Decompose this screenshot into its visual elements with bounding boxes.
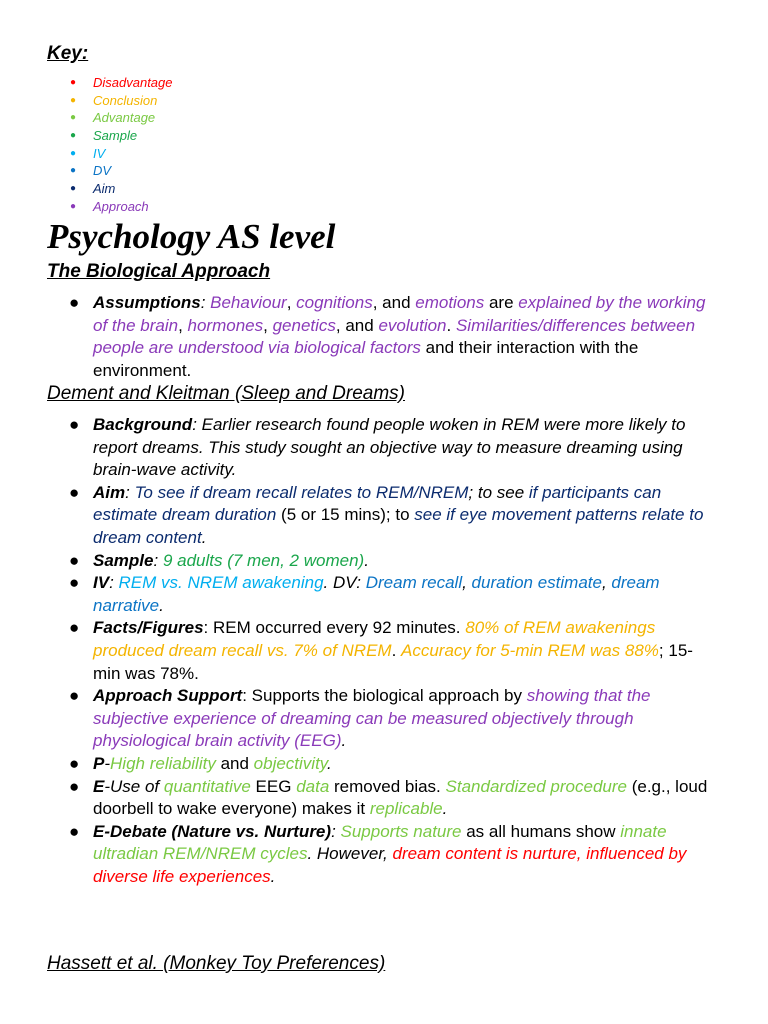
dement-kleitman-list xyxy=(47,414,717,888)
key-item-iv: ● IV xyxy=(70,145,106,161)
bullet-icon: ● xyxy=(69,415,80,434)
section-heading-hassett: Hassett et al. (Monkey Toy Preferences) xyxy=(47,953,386,974)
section-heading-dement-kleitman: Dement and Kleitman (Sleep and Dreams) xyxy=(47,383,406,404)
bullet-icon: ● xyxy=(69,821,80,841)
approach-support-item: ● Approach Support: Supports the biological approach by showing that the subjective experience of dreaming can be measured objectively through physiological brain activity (EEG). xyxy=(69,686,651,751)
bullet-icon: ● xyxy=(69,550,80,570)
key-list xyxy=(47,74,173,216)
bullet-icon: ● xyxy=(70,130,77,142)
key-item-aim: ● Aim xyxy=(70,181,116,197)
bullet-icon: ● xyxy=(70,183,77,195)
bullet-icon: ● xyxy=(69,293,80,312)
key-item-approach: ● Approach xyxy=(70,198,149,214)
bullet-icon: ● xyxy=(69,573,80,593)
background-item: ● Background: Earlier research found people woken in REM were more likely to report dreams. This study sought an objective way to measure dreaming using brain-wave activity. xyxy=(69,415,686,480)
bullet-icon: ● xyxy=(69,753,80,773)
e-item: ● E-Use of quantitative EEG data removed bias. Standardized procedure (e.g., loud doorbell to wake everyone) makes it replicable. xyxy=(69,776,708,819)
key-item-sample: ● Sample xyxy=(70,128,138,144)
section-heading-biological-approach: The Biological Approach xyxy=(47,261,271,282)
key-item-advantage: ● Advantage xyxy=(70,110,156,126)
bullet-icon: ● xyxy=(70,94,77,106)
bullet-icon: ● xyxy=(69,686,80,706)
p-item: ● P-High reliability and objectivity. xyxy=(47,753,717,776)
iv-item: ● IV: REM vs. NREM awakening. DV: Dream recall, duration estimate, dream narrative. xyxy=(69,573,660,615)
bullet-icon: ● xyxy=(69,618,80,638)
assumptions-label: Assumptions xyxy=(93,293,201,312)
key-item-dv: ● DV xyxy=(70,163,112,179)
bullet-icon: ● xyxy=(70,147,77,159)
facts-figures-item: ● Facts/Figures: REM occurred every 92 minutes. 80% of REM awakenings produced dream recall vs. 7% of NREM. Accuracy for 5-min REM was 88%; 15-min was 78%. xyxy=(69,618,693,683)
page-title: Psychology AS level xyxy=(47,217,336,256)
bullet-icon: ● xyxy=(69,776,80,796)
sample-item: ● Sample: 9 adults (7 men, 2 women). xyxy=(47,550,717,573)
assumptions-item: ● Assumptions: Behaviour, cognitions, and emotions are explained by the working of the brain, hormones, genetics, and evolution. Similarities/differences between people are understood via biological factors and their interaction with the environment. xyxy=(69,293,706,380)
bullet-icon: ● xyxy=(69,482,80,502)
biological-approach-list xyxy=(47,292,717,382)
bullet-icon: ● xyxy=(70,165,77,177)
key-item-conclusion: ● Conclusion xyxy=(70,92,158,108)
key-item-disadvantage: ● Disadvantage xyxy=(70,75,173,90)
bullet-icon: ● xyxy=(70,112,77,124)
aim-item: ● Aim: To see if dream recall relates to REM/NREM; to see if participants can estimate dream duration (5 or 15 mins); to see if eye movement patterns relate to dream content. xyxy=(69,482,704,547)
key-title: Key: xyxy=(47,43,89,64)
bullet-icon: ● xyxy=(70,200,77,212)
bullet-icon: ● xyxy=(70,77,77,88)
e-debate-item: ● E-Debate (Nature vs. Nurture): Supports nature as all humans show innate ultradian REM/NREM cycles. However, dream content is nurture, influenced by diverse life experiences. xyxy=(69,821,687,886)
